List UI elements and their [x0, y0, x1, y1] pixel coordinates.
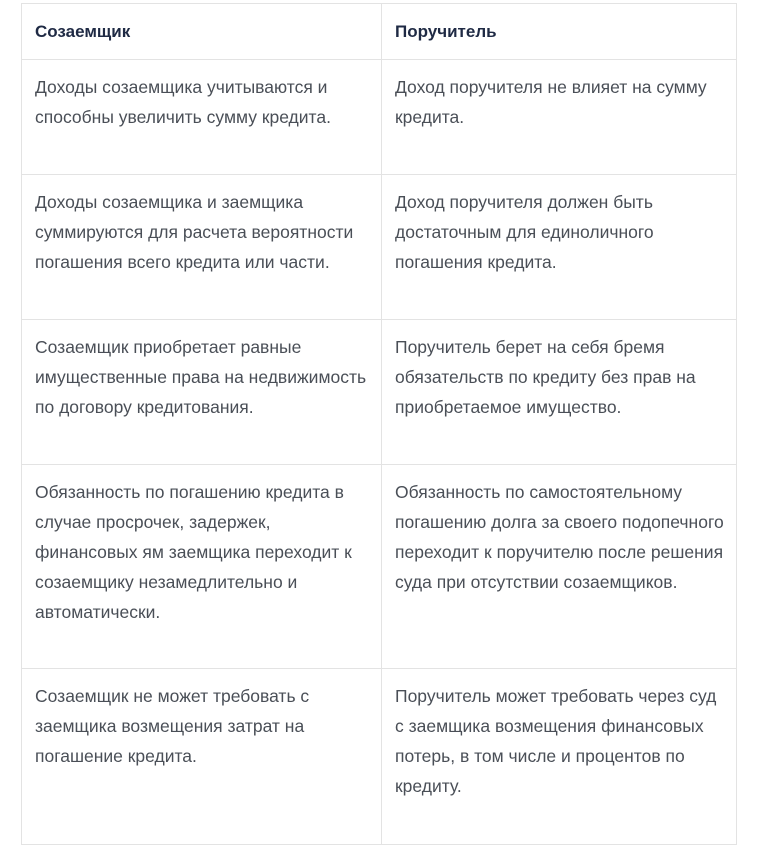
table-row	[22, 175, 737, 320]
cell-guarantor: Поручитель может требовать через суд с заемщика возмещения финансовых потерь, в том числе и процентов по кредиту.	[382, 669, 737, 845]
cell-guarantor: Обязанность по самостоятельному погашению долга за своего подопечного переходит к поручителю после решения суда при отсутствии созаемщиков.	[382, 465, 737, 669]
cell-co-borrower: Обязанность по погашению кредита в случае просрочек, задержек, финансовых ям заемщика переходит к созаемщику незамедлительно и автоматически.	[22, 465, 382, 669]
header-co-borrower: Созаемщик	[22, 4, 382, 60]
table-row	[22, 465, 737, 669]
table-row	[22, 60, 737, 175]
header-guarantor: Поручитель	[382, 4, 737, 60]
cell-co-borrower: Доходы созаемщика учитываются и способны увеличить сумму кредита.	[22, 60, 382, 175]
table-header-row	[22, 4, 737, 60]
table-row	[22, 669, 737, 845]
comparison-table-container	[21, 3, 736, 845]
cell-guarantor: Поручитель берет на себя бремя обязательств по кредиту без прав на приобретаемое имущество.	[382, 320, 737, 465]
cell-guarantor: Доход поручителя должен быть достаточным для единоличного погашения кредита.	[382, 175, 737, 320]
cell-guarantor: Доход поручителя не влияет на сумму кредита.	[382, 60, 737, 175]
cell-co-borrower: Доходы созаемщика и заемщика суммируются для расчета вероятности погашения всего кредита или части.	[22, 175, 382, 320]
table-row	[22, 320, 737, 465]
cell-co-borrower: Созаемщик не может требовать с заемщика возмещения затрат на погашение кредита.	[22, 669, 382, 845]
cell-co-borrower: Созаемщик приобретает равные имущественные права на недвижимость по договору кредитования.	[22, 320, 382, 465]
comparison-table	[21, 3, 737, 845]
